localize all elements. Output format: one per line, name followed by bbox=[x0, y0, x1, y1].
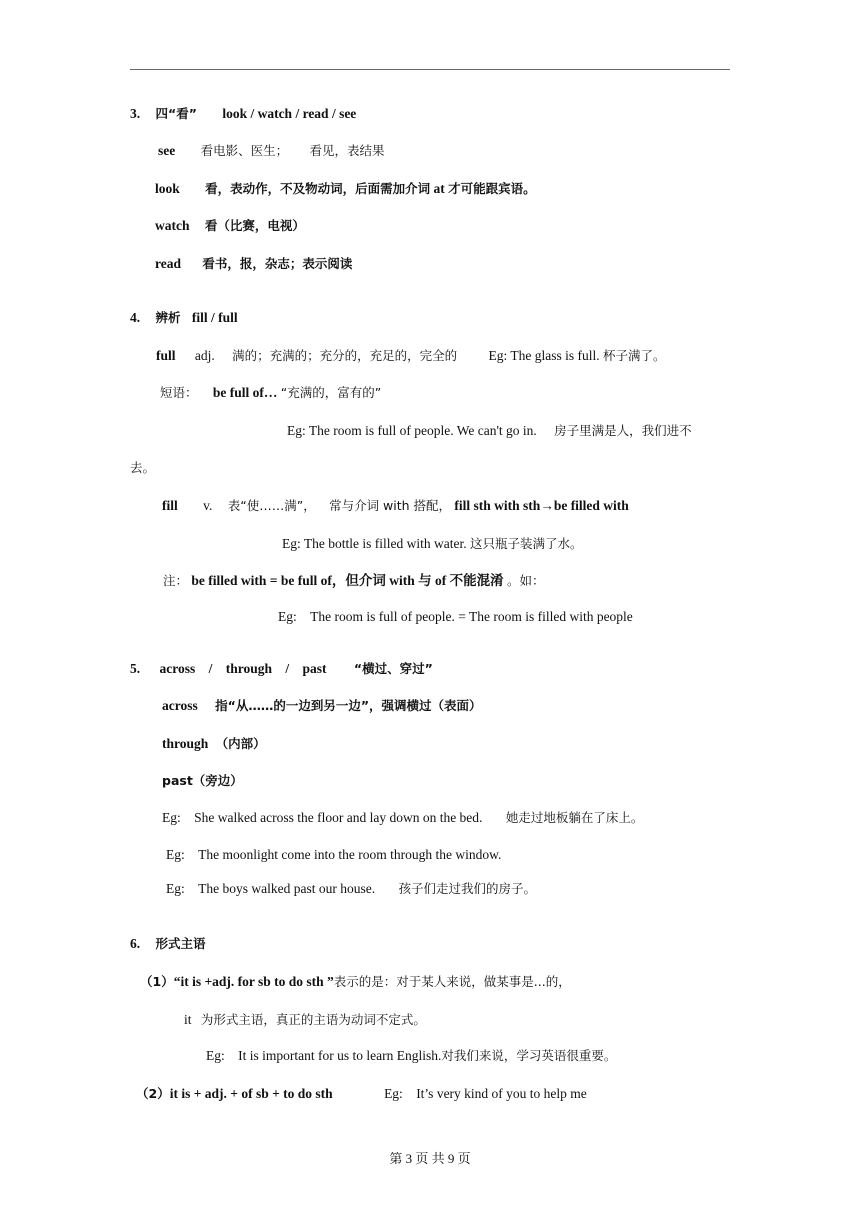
s6-p1-note-text: 为形式主语，真正的主语为动词不定式。 bbox=[200, 1012, 426, 1027]
s4-heading bbox=[130, 309, 238, 327]
s5-eg3-label: Eg: bbox=[166, 881, 185, 896]
s3-read bbox=[155, 255, 352, 273]
s3-watch-word: watch bbox=[155, 218, 190, 233]
s6-p1-note-it: it bbox=[184, 1012, 192, 1027]
s3-words: look / watch / read / see bbox=[222, 106, 357, 121]
s4-full-eg-cn: 杯子满了。 bbox=[603, 348, 666, 363]
s6-p1-label: （1） bbox=[140, 974, 174, 989]
s5-across bbox=[162, 697, 482, 715]
s5-through-word: through bbox=[162, 736, 209, 751]
s4-fill-def2: 常与介词 with 搭配， bbox=[329, 498, 452, 513]
s4-eg2-text: Eg: The room is full of people. We can't go in. bbox=[287, 423, 537, 438]
s5-past: past（旁边） bbox=[162, 773, 243, 788]
s4-eg2 bbox=[287, 422, 692, 440]
s4-fill-word: fill bbox=[162, 498, 178, 513]
s4-eg2-wrap: 去。 bbox=[130, 460, 156, 475]
s4-note-text: be filled with = be full of，但介词 with 与 of 不能混淆 bbox=[191, 573, 504, 588]
s4-phrase-label: 短语： bbox=[160, 385, 198, 400]
s4-fill-phrase: fill sth with sth→be filled with bbox=[454, 498, 629, 513]
s3-look-def2: 才可能跟宾语。 bbox=[448, 181, 536, 196]
s6-heading bbox=[130, 935, 206, 953]
s5-eg2 bbox=[166, 846, 501, 864]
s5-across-word: across bbox=[162, 698, 198, 713]
s4-title: 辨析 bbox=[155, 310, 181, 325]
s6-num: 6. bbox=[130, 936, 141, 951]
s6-p2-formula: it is + adj. + of sb + to do sth bbox=[169, 1086, 333, 1101]
s6-p1-eg-text: It is important for us to learn English. bbox=[238, 1048, 442, 1063]
s4-note-tail: 。如： bbox=[506, 573, 545, 588]
s5-heading bbox=[130, 660, 433, 678]
s5-through-def: （内部） bbox=[215, 736, 266, 751]
s6-p2-eg-label: Eg: bbox=[384, 1086, 403, 1101]
s4-words: fill / full bbox=[191, 310, 238, 325]
s3-num: 3. bbox=[130, 106, 141, 121]
s6-p1-eg bbox=[206, 1047, 616, 1065]
s4-phrase bbox=[160, 384, 381, 402]
s4-full-def: 满的；充满的；充分的，充足的，完全的 bbox=[232, 348, 458, 363]
s4-note bbox=[163, 572, 544, 590]
s3-look bbox=[155, 180, 536, 198]
s5-words: across / through / past bbox=[159, 661, 327, 676]
s3-watch bbox=[155, 217, 305, 235]
s4-num: 4. bbox=[130, 310, 141, 325]
s6-p2 bbox=[136, 1085, 587, 1103]
s4-note-label: 注： bbox=[163, 573, 189, 588]
s3-heading bbox=[130, 105, 356, 123]
s5-eg2-text: The moonlight come into the room through the window. bbox=[198, 847, 502, 862]
s6-title: 形式主语 bbox=[155, 936, 206, 951]
s3-look-at: at bbox=[433, 181, 445, 196]
s4-fill bbox=[162, 497, 629, 515]
s3-see bbox=[158, 142, 385, 160]
s5-eg3-cn: 孩子们走过我们的房子。 bbox=[398, 881, 536, 896]
s4-full bbox=[156, 347, 666, 365]
s4-full-word: full bbox=[156, 348, 176, 363]
header-rule bbox=[130, 69, 730, 70]
s5-title: “横过、穿过” bbox=[353, 661, 433, 676]
s4-fill-pos: v. bbox=[203, 498, 213, 513]
s4-eg3-cn: 这只瓶子装满了水。 bbox=[469, 536, 583, 551]
s3-read-def: 看书，报，杂志；表示阅读 bbox=[202, 256, 353, 271]
s4-eg3 bbox=[282, 535, 582, 553]
s6-p1 bbox=[140, 973, 571, 991]
s4-phrase: be full of… bbox=[212, 385, 278, 400]
s4-full-pos: adj. bbox=[194, 348, 215, 363]
s6-p1-note bbox=[184, 1011, 426, 1029]
s5-eg1 bbox=[162, 809, 643, 827]
s5-across-def: 指“从……的一边到另一边”，强调横过（表面） bbox=[215, 698, 482, 713]
s5-eg2-label: Eg: bbox=[166, 847, 185, 862]
s5-eg3-text: The boys walked past our house. bbox=[198, 881, 376, 896]
s6-p1-eg-cn: 对我们来说，学习英语很重要。 bbox=[441, 1048, 617, 1063]
s4-eg3-text: Eg: The bottle is filled with water. bbox=[282, 536, 467, 551]
s6-p1-formula: “it is +adj. for sb to do sth ” bbox=[173, 974, 334, 989]
s3-see-def2: 看见，表结果 bbox=[309, 143, 385, 158]
s3-see-word: see bbox=[158, 143, 176, 158]
s4-eg2-cn: 房子里满是人，我们进不 bbox=[554, 423, 692, 438]
page-footer: 第 3 页 共 9 页 bbox=[389, 1151, 471, 1166]
s3-title: 四“看” bbox=[155, 106, 197, 121]
s5-through bbox=[162, 735, 266, 753]
s4-fill-def: 表“使……满”， bbox=[227, 498, 316, 513]
s4-eg4-text: The room is full of people. = The room is filled with people bbox=[310, 609, 633, 624]
s5-eg1-text: She walked across the floor and lay down on the bed. bbox=[194, 810, 483, 825]
s4-eg4-label: Eg: bbox=[278, 609, 297, 624]
s6-p2-label: （2） bbox=[136, 1086, 170, 1101]
s5-eg3 bbox=[166, 880, 536, 898]
s4-eg4 bbox=[278, 608, 633, 626]
s3-read-word: read bbox=[155, 256, 181, 271]
s3-see-def: 看电影、医生； bbox=[200, 143, 289, 158]
s5-eg1-cn: 她走过地板躺在了床上。 bbox=[505, 810, 644, 825]
s5-num: 5. bbox=[130, 661, 141, 676]
s6-p1-eg-label: Eg: bbox=[206, 1048, 225, 1063]
s6-p1-desc: 表示的是：对于某人来说，做某事是...的， bbox=[333, 974, 571, 989]
s3-look-def: 看，表动作，不及物动词，后面需加介词 bbox=[205, 181, 431, 196]
s3-watch-def: 看（比赛，电视） bbox=[204, 218, 305, 233]
s5-eg1-label: Eg: bbox=[162, 810, 181, 825]
s4-phrase-cn: “充满的，富有的” bbox=[280, 385, 382, 400]
s3-look-word: look bbox=[155, 181, 180, 196]
s6-p2-eg-text: It’s very kind of you to help me bbox=[416, 1086, 587, 1101]
s4-full-eg: Eg: The glass is full. bbox=[488, 348, 600, 363]
